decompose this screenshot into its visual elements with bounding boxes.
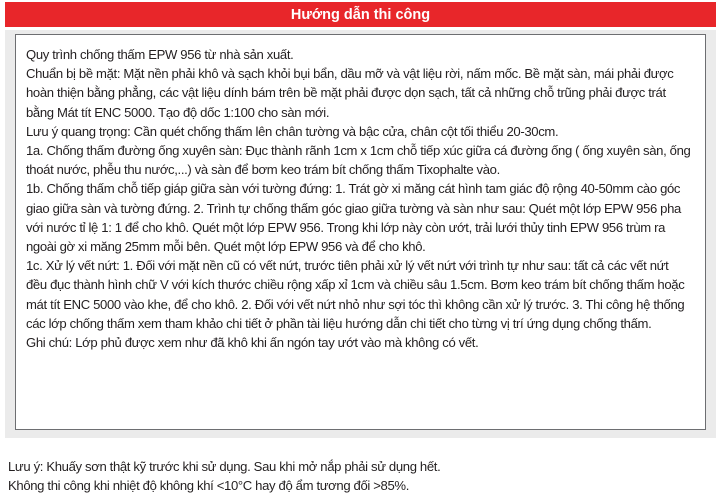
paragraph-surface-prep: Chuẩn bị bề mặt: Mặt nền phải khô và sạch khỏi bụi bẩn, dầu mỡ và vật liệu rời, nấm mốc. Bề mặt sàn, mái phải được hoàn thiện bằng phẳng, các vật liệu dính bám trên bề mặt phải được dọn sạch, tất cả những chỗ trũng phải được trát bằng Mát tít ENC 5000. Tạo độ dốc 1:100 cho sàn mới. xyxy=(26,66,674,120)
section-title: Hướng dẫn thi công xyxy=(290,6,431,23)
footer-line-conditions: Không thi công khi nhiệt độ không khí <10°C hay độ ẩm tương đối >85%. xyxy=(8,478,409,494)
paragraph-remark: Ghi chú: Lớp phủ được xem như đã khô khi ấn ngón tay ướt vào mà không có vết. xyxy=(26,335,479,351)
paragraph-1c: 1c. Xử lý vết nứt: 1. Đối với mặt nền cũ có vết nứt, trước tiên phải xử lý vết nứt với trình tự như sau: tất cả các vết nứt đều đục thành hình chữ V với kích thước chiều rộng xấp xỉ 1cm và chiều sâu 1.5cm. Bơm keo trám bít chống thấm hoặc mát tít ENC 5000 vào khe, để cho khô. 2. Đối với vết nứt nhỏ như sợi tóc thì không cần xử lý trước. 3. Thi công hệ thống các lớp chống thấm xem tham khảo chi tiết ở phần tài liệu hướng dẫn chi tiết cho từng vị trí ứng dụng chống thấm. xyxy=(26,258,685,331)
instructions-box xyxy=(15,34,706,430)
instructions-panel xyxy=(5,30,716,438)
footer-line-stir: Lưu ý: Khuấy sơn thật kỹ trước khi sử dụng. Sau khi mở nắp phải sử dụng hết. xyxy=(8,459,441,474)
section-header xyxy=(5,2,716,27)
paragraph-intro: Quy trình chống thấm EPW 956 từ nhà sản xuất. xyxy=(26,47,294,62)
paragraph-important-note: Lưu ý quang trọng: Cần quét chống thấm lên chân tường và bậc cửa, chân cột tối thiểu 20-30cm. xyxy=(26,123,559,139)
paragraph-1b: 1b. Chống thấm chỗ tiếp giáp giữa sàn với tường đứng: 1. Trát gờ xi măng cát hình tam giác độ rộng 40-50mm cào góc giao giữa sàn và tường đứng. 2. Trình tự chống thấm góc giao giữa tường và sàn như sau: Quét một lớp EPW 956 pha với nước tỉ lệ 1: 1 để cho khô. Quét một lớp EPW 956. Trong khi lớp này còn ướt, trải lưới thủy tinh EPW 956 trùm ra ngoài gờ xi măng 25mm mỗi bên. Quét một lớp EPW 956 và để cho khô. xyxy=(26,181,681,255)
footer-notes xyxy=(8,457,713,495)
paragraph-1a: 1a. Chống thấm đường ống xuyên sàn: Đục thành rãnh 1cm x 1cm chỗ tiếp xúc giữa cá đường ống ( ống xuyên sàn, ống thoát nước, phễu thu nước,...) và sàn để bơm keo trám bít chống thấm Tixophalte vào. xyxy=(26,143,691,178)
